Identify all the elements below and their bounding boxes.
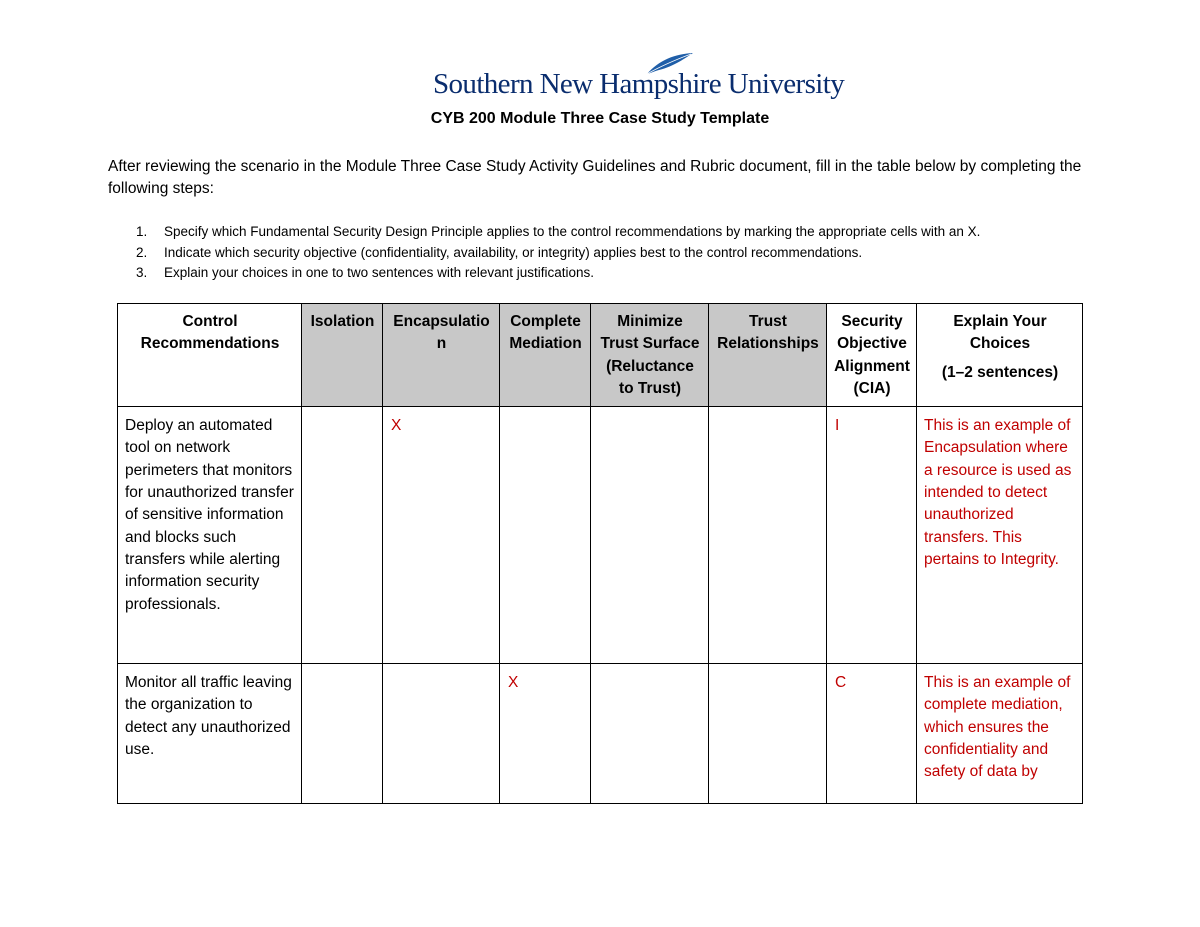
instruction-steps [136, 222, 1136, 284]
cia-cell: I [827, 407, 917, 664]
control-recommendation-cell: Deploy an automated tool on network perimeters that monitors for unauthorized transfer of sensitive information and blocks such transfers while alerting information security professionals. [118, 407, 302, 664]
step-item: 2. Indicate which security objective (confidentiality, availability, or integrity) applies best to the control recommendations. [136, 244, 863, 260]
minimize-trust-cell [591, 664, 709, 804]
header-complete-mediation: Complete Mediation [500, 304, 591, 407]
case-study-table [117, 303, 1083, 804]
explanation-cell: This is an example of Encapsulation where a resource is used as intended to detect unauthorized transfers. This pertains to Integrity. [917, 407, 1083, 664]
header-isolation: Isolation [302, 304, 383, 407]
header-row [118, 304, 1083, 407]
header-encapsulation: Encapsulation [383, 304, 500, 407]
minimize-trust-cell [591, 407, 709, 664]
control-recommendation-cell: Monitor all traffic leaving the organization to detect any unauthorized use. [118, 664, 302, 804]
header-explain-choices [917, 304, 1083, 407]
complete-mediation-cell [500, 407, 591, 664]
trust-relationships-cell [709, 407, 827, 664]
feather-icon [645, 52, 695, 76]
university-name: Southern New Hampshire University [433, 68, 845, 100]
header-security-objective: Security Objective Alignment (CIA) [827, 304, 917, 407]
step-item: 1. Specify which Fundamental Security Design Principle applies to the control recommendations by marking the appropriate cells with an X. [136, 224, 981, 239]
intro-paragraph: After reviewing the scenario in the Module Three Case Study Activity Guidelines and Rubric document, fill in the table below by completing the following steps: [108, 158, 1082, 197]
header-explain-note: (1–2 sentences) [941, 363, 1059, 381]
explanation-cell: This is an example of complete mediation, which ensures the confidentiality and safety of data by [917, 664, 1083, 804]
table-row [118, 407, 1083, 664]
encapsulation-cell: X [383, 407, 500, 664]
document-title: CYB 200 Module Three Case Study Template [430, 110, 770, 127]
header-trust-relationships: Trust Relationships [709, 304, 827, 407]
complete-mediation-cell: X [500, 664, 591, 804]
trust-relationships-cell [709, 664, 827, 804]
cia-cell: C [827, 664, 917, 804]
header-explain-label: Explain Your Choices [953, 313, 1047, 353]
header-control-recommendations: Control Recommendations [118, 304, 302, 407]
step-item: 3. Explain your choices in one to two sentences with relevant justifications. [136, 265, 594, 280]
header-minimize-trust-surface: Minimize Trust Surface (Reluctance to Trust) [591, 304, 709, 407]
university-logo [433, 52, 845, 104]
isolation-cell [302, 664, 383, 804]
isolation-cell [302, 407, 383, 664]
encapsulation-cell [383, 664, 500, 804]
table-row [118, 664, 1083, 804]
